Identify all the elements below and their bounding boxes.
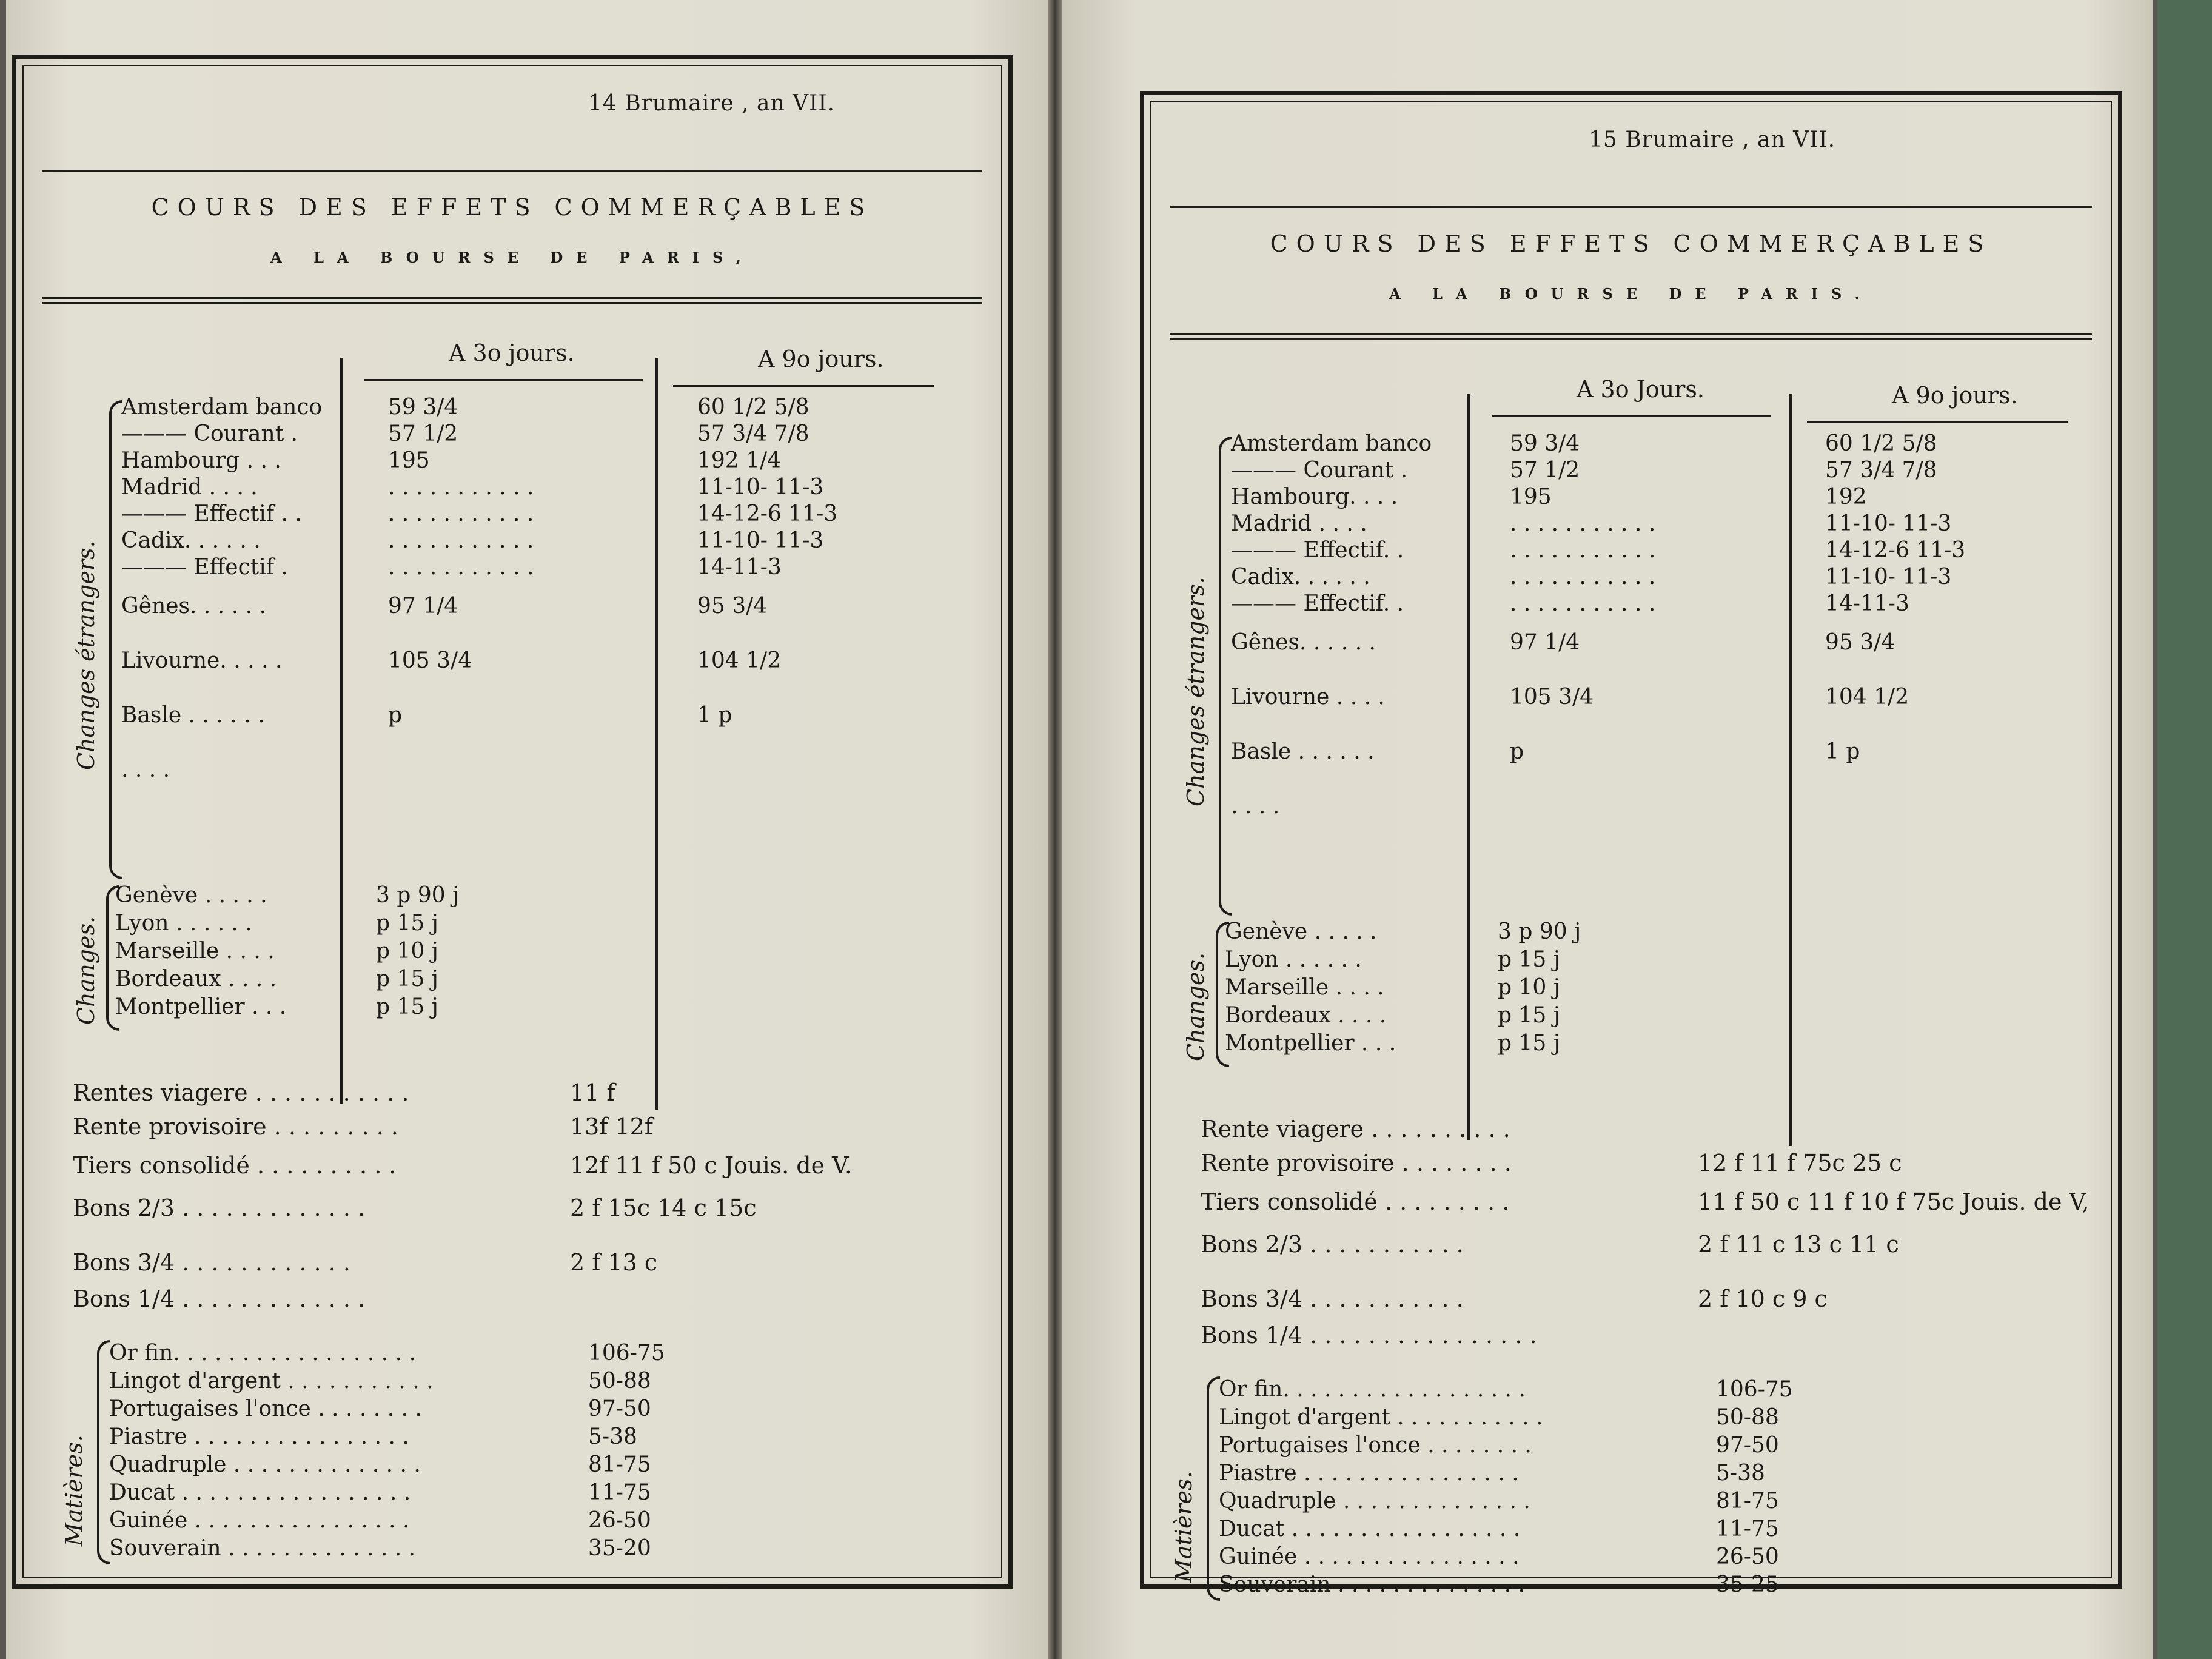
value-30-days: . . . . . . . . . . .: [1510, 591, 1656, 616]
desk-background: [2157, 0, 2212, 1659]
row-label: Souverain . . . . . . . . . . . . . .: [1219, 1572, 1525, 1597]
value-90-days: 1 p: [697, 703, 732, 728]
row-label: Tiers consolidé . . . . . . . . .: [1201, 1188, 1510, 1215]
value-90-days: 57 3/4 7/8: [697, 421, 809, 446]
row-label: Piastre . . . . . . . . . . . . . . . .: [109, 1424, 409, 1449]
row-label: Genève . . . . .: [115, 883, 267, 908]
value-30-days: 105 3/4: [1510, 685, 1594, 709]
value-90-days: 104 1/2: [697, 648, 782, 673]
value-90-days: 60 1/2 5/8: [697, 395, 809, 420]
section-title: COURS DES EFFETS COMMERÇABLES: [151, 194, 874, 221]
bracket-changes: [1216, 922, 1229, 1067]
rente-value: 12f 11 f 50 c Jouis. de V.: [570, 1152, 853, 1179]
row-label: Ducat . . . . . . . . . . . . . . . . .: [109, 1480, 411, 1505]
column-header-30-days: A 3o jours.: [449, 340, 575, 366]
row-label: Basle . . . . . .: [1231, 739, 1375, 764]
row-label: Madrid . . . .: [121, 475, 258, 500]
value-90-days: 14-12-6 11-3: [1825, 538, 1966, 563]
bracket-changes: [106, 885, 119, 1031]
row-label: Hambourg. . . .: [1231, 484, 1398, 509]
value-90-days: 95 3/4: [697, 594, 768, 618]
page-border-frame: [1140, 91, 2122, 1589]
matiere-value: 11-75: [1716, 1517, 1779, 1541]
section-title: COURS DES EFFETS COMMERÇABLES: [1270, 230, 1992, 257]
value-30-days: 105 3/4: [388, 648, 472, 673]
matiere-value: 81-75: [1716, 1489, 1779, 1513]
row-label: Lingot d'argent . . . . . . . . . . .: [1219, 1405, 1543, 1430]
value-30-days: 3 p 90 j: [376, 883, 460, 908]
row-label: Amsterdam banco: [121, 395, 323, 420]
value-30-days: p 15 j: [1498, 1003, 1560, 1028]
row-label: Portugaises l'once . . . . . . . .: [109, 1396, 422, 1421]
row-label: ——— Effectif . .: [121, 501, 302, 526]
value-30-days: . . . . . . . . . . .: [388, 475, 534, 500]
value-30-days: . . . . . . . . . . .: [388, 501, 534, 526]
side-label-changes: Changes.: [1182, 952, 1209, 1061]
value-30-days: 57 1/2: [1510, 458, 1580, 483]
column-header-rule-90: [673, 385, 934, 387]
value-90-days: 11-10- 11-3: [697, 475, 824, 500]
row-label: ——— Effectif .: [121, 555, 288, 580]
matiere-value: 50-88: [1716, 1405, 1779, 1430]
section-subtitle: A LA BOURSE DE PARIS.: [1389, 285, 1873, 303]
row-label: Basle . . . . . .: [121, 703, 265, 728]
matiere-value: 106-75: [588, 1341, 665, 1366]
value-30-days: p 10 j: [376, 939, 438, 964]
bracket-changes-etrangers: [1219, 437, 1232, 916]
row-label: Cadix. . . . . .: [1231, 565, 1370, 589]
value-90-days: 14-11-3: [697, 555, 782, 580]
value-30-days: p 10 j: [1498, 975, 1560, 1000]
row-label: Lingot d'argent . . . . . . . . . . .: [109, 1369, 434, 1393]
matiere-value: 5-38: [1716, 1461, 1765, 1486]
value-90-days: 11-10- 11-3: [1825, 565, 1952, 589]
row-label: Rente provisoire . . . . . . . . .: [73, 1113, 399, 1140]
row-label: ——— Courant .: [121, 421, 298, 446]
value-30-days: 97 1/4: [388, 594, 458, 618]
matiere-value: 11-75: [588, 1480, 651, 1505]
column-divider-2: [1789, 394, 1792, 1146]
row-label: Hambourg . . .: [121, 448, 281, 473]
value-30-days: p 15 j: [1498, 947, 1560, 972]
value-30-days: p: [1510, 739, 1524, 764]
value-30-days: 195: [1510, 484, 1552, 509]
row-label: Bons 1/4 . . . . . . . . . . . . .: [73, 1285, 366, 1312]
matiere-value: 97-50: [1716, 1433, 1779, 1458]
value-30-days: 3 p 90 j: [1498, 919, 1581, 944]
value-30-days: 195: [388, 448, 430, 473]
matiere-value: 106-75: [1716, 1377, 1793, 1402]
value-90-days: 14-11-3: [1825, 591, 1909, 616]
value-90-days: 95 3/4: [1825, 630, 1895, 655]
bracket-matieres: [97, 1340, 110, 1564]
row-label: ——— Effectif. .: [1231, 538, 1404, 563]
column-header-30-days: A 3o Jours.: [1577, 376, 1704, 403]
row-label: Livourne . . . .: [1231, 685, 1385, 709]
header-rule: [42, 170, 982, 172]
row-label: Portugaises l'once . . . . . . . .: [1219, 1433, 1532, 1458]
row-label: Cadix. . . . . .: [121, 528, 261, 553]
rente-value: 2 f 15c 14 c 15c: [570, 1195, 757, 1221]
matiere-value: 5-38: [588, 1424, 637, 1449]
side-label-matieres: Matières.: [61, 1435, 87, 1546]
row-label: Or fin. . . . . . . . . . . . . . . . . .: [109, 1341, 416, 1366]
row-label: Montpellier . . .: [115, 994, 287, 1019]
rente-value: 2 f 11 c 13 c 11 c: [1698, 1231, 1899, 1258]
matiere-value: 35-20: [588, 1536, 651, 1561]
value-30-days: 59 3/4: [1510, 431, 1580, 456]
matiere-value: 81-75: [588, 1452, 651, 1477]
value-30-days: p 15 j: [376, 967, 438, 991]
rente-value: 2 f 13 c: [570, 1249, 658, 1276]
value-30-days: 57 1/2: [388, 421, 458, 446]
row-label: Rentes viagere . . . . . . . . . . .: [73, 1079, 409, 1106]
row-label: Rente provisoire . . . . . . . .: [1201, 1150, 1512, 1176]
column-header-rule-30: [1492, 415, 1771, 417]
matiere-value: 35-25: [1716, 1572, 1779, 1597]
row-label: Rente viagere . . . . . . . . . .: [1201, 1116, 1510, 1142]
value-90-days: 57 3/4 7/8: [1825, 458, 1937, 483]
row-label: . . . .: [1231, 794, 1280, 819]
rente-value: 2 f 10 c 9 c: [1698, 1285, 1828, 1312]
row-label: Amsterdam banco: [1231, 431, 1432, 456]
row-label: ——— Courant .: [1231, 458, 1408, 483]
rente-value: 12 f 11 f 75c 25 c: [1698, 1150, 1902, 1176]
value-90-days: 192 1/4: [697, 448, 782, 473]
value-30-days: . . . . . . . . . . .: [1510, 538, 1656, 563]
matiere-value: 26-50: [588, 1508, 651, 1533]
column-header-90-days: A 9o jours.: [758, 346, 884, 372]
value-30-days: . . . . . . . . . . .: [1510, 565, 1656, 589]
row-label: Ducat . . . . . . . . . . . . . . . . .: [1219, 1517, 1521, 1541]
row-label: Lyon . . . . . .: [1225, 947, 1362, 972]
row-label: Souverain . . . . . . . . . . . . . .: [109, 1536, 415, 1561]
column-divider-1: [340, 358, 343, 1104]
value-30-days: . . . . . . . . . . .: [388, 528, 534, 553]
row-label: Quadruple . . . . . . . . . . . . . .: [1219, 1489, 1530, 1513]
row-label: Bons 3/4 . . . . . . . . . . .: [1201, 1285, 1464, 1312]
rente-value: 13f 12f: [570, 1113, 653, 1140]
row-label: Guinée . . . . . . . . . . . . . . . .: [109, 1508, 410, 1533]
value-90-days: 11-10- 11-3: [1825, 511, 1952, 536]
rente-value: 11 f: [570, 1079, 615, 1106]
rente-value: 11 f 50 c 11 f 10 f 75c Jouis. de V,: [1698, 1188, 2090, 1215]
side-label-changes-etrangers: Changes étrangers.: [73, 540, 99, 770]
row-label: Gênes. . . . . .: [121, 594, 266, 618]
book-gutter: [1048, 0, 1062, 1659]
page-date-header: 15 Brumaire , an VII.: [1589, 127, 1836, 152]
row-label: Bordeaux . . . .: [1225, 1003, 1387, 1028]
side-label-matieres: Matières.: [1170, 1471, 1197, 1583]
row-label: Livourne. . . . .: [121, 648, 283, 673]
value-90-days: 14-12-6 11-3: [697, 501, 838, 526]
value-90-days: 1 p: [1825, 739, 1860, 764]
column-header-rule-90: [1807, 421, 2068, 423]
value-30-days: . . . . . . . . . . .: [388, 555, 534, 580]
row-label: Genève . . . . .: [1225, 919, 1377, 944]
side-label-changes: Changes.: [73, 916, 99, 1025]
row-label: Lyon . . . . . .: [115, 911, 252, 936]
value-30-days: p: [388, 703, 403, 728]
row-label: Quadruple . . . . . . . . . . . . . .: [109, 1452, 421, 1477]
column-divider-1: [1467, 394, 1470, 1140]
row-label: Bons 2/3 . . . . . . . . . . .: [1201, 1231, 1464, 1258]
title-double-rule: [1170, 333, 2092, 335]
column-header-rule-30: [364, 379, 643, 381]
matiere-value: 50-88: [588, 1369, 651, 1393]
value-90-days: 192: [1825, 484, 1867, 509]
side-label-changes-etrangers: Changes étrangers.: [1182, 577, 1209, 806]
row-label: Bordeaux . . . .: [115, 967, 277, 991]
row-label: Montpellier . . .: [1225, 1031, 1396, 1056]
matiere-value: 97-50: [588, 1396, 651, 1421]
row-label: Tiers consolidé . . . . . . . . . .: [73, 1152, 397, 1179]
value-30-days: p 15 j: [376, 911, 438, 936]
row-label: Bons 3/4 . . . . . . . . . . . .: [73, 1249, 350, 1276]
page-date-header: 14 Brumaire , an VII.: [588, 91, 836, 116]
row-label: Piastre . . . . . . . . . . . . . . . .: [1219, 1461, 1519, 1486]
value-30-days: p 15 j: [1498, 1031, 1560, 1056]
value-90-days: 104 1/2: [1825, 685, 1909, 709]
value-30-days: p 15 j: [376, 994, 438, 1019]
value-90-days: 11-10- 11-3: [697, 528, 824, 553]
row-label: . . . .: [121, 757, 170, 782]
row-label: Bons 1/4 . . . . . . . . . . . . . . . .: [1201, 1322, 1537, 1349]
section-subtitle: A LA BOURSE DE PARIS,: [270, 249, 754, 266]
row-label: Or fin. . . . . . . . . . . . . . . . . .: [1219, 1377, 1526, 1402]
column-divider-2: [655, 358, 658, 1110]
value-30-days: . . . . . . . . . . .: [1510, 511, 1656, 536]
row-label: Marseille . . . .: [1225, 975, 1384, 1000]
value-30-days: 59 3/4: [388, 395, 458, 420]
matiere-value: 26-50: [1716, 1544, 1779, 1569]
row-label: Madrid . . . .: [1231, 511, 1367, 536]
bracket-matieres: [1207, 1376, 1220, 1601]
row-label: ——— Effectif. .: [1231, 591, 1404, 616]
row-label: Gênes. . . . . .: [1231, 630, 1376, 655]
bracket-changes-etrangers: [109, 400, 122, 879]
value-30-days: 97 1/4: [1510, 630, 1580, 655]
header-rule: [1170, 206, 2092, 208]
title-double-rule: [42, 297, 982, 299]
row-label: Marseille . . . .: [115, 939, 275, 964]
row-label: Guinée . . . . . . . . . . . . . . . .: [1219, 1544, 1520, 1569]
row-label: Bons 2/3 . . . . . . . . . . . . .: [73, 1195, 366, 1221]
value-90-days: 60 1/2 5/8: [1825, 431, 1937, 456]
column-header-90-days: A 9o jours.: [1892, 382, 2018, 409]
